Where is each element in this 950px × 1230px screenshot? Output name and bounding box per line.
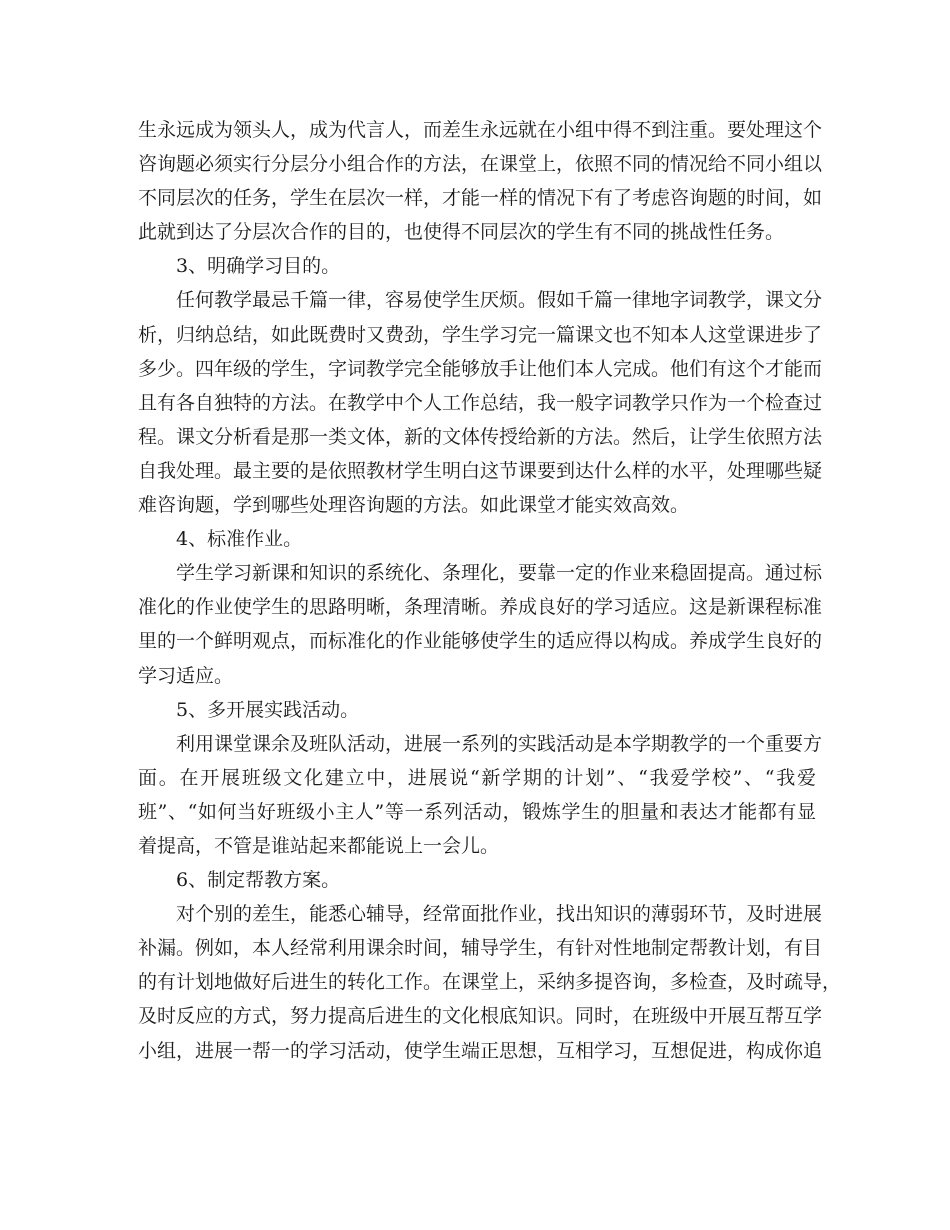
paragraph-line: 程。课文分析看是那一类文体，新的文体传授给新的方法。然后，让学生依照方法: [138, 425, 823, 448]
paragraph-line: 里的一个鲜明观点，而标准化的作业能够使学生的适应得以构成。养成学生良好的: [138, 630, 823, 653]
paragraph-line: 对个别的差生，能悉心辅导，经常面批作业，找出知识的薄弱环节，及时进展: [176, 903, 823, 926]
paragraph-line: 学生学习新课和知识的系统化、条理化，要靠一定的作业来稳固提高。通过标: [176, 562, 823, 585]
paragraph-line: 难咨询题，学到哪些处理咨询题的方法。如此课堂才能实效高效。: [138, 494, 690, 517]
paragraph-line: 面。在开展班级文化建立中，进展说“新学期的计划”、“我爱学校”、“我爱: [138, 766, 816, 789]
paragraph-line: 自我处理。最主要的是依照教材学生明白这节课要到达什么样的水平，处理哪些疑: [138, 459, 823, 482]
section-heading: 4、标准作业。: [176, 528, 303, 551]
document-body: [138, 113, 842, 1068]
paragraph-line: 生永远成为领头人，成为代言人，而差生永远就在小组中得不到注重。要处理这个: [138, 119, 823, 141]
section-heading: 5、多开展实践活动。: [176, 698, 360, 721]
paragraph-line: 及时反应的方式，努力提高后进生的文化根底知识。同时，在班级中开展互帮互学: [138, 1005, 823, 1028]
paragraph-line: 学习适应。: [138, 664, 234, 687]
paragraph-line: 多少。四年级的学生，字词教学完全能够放手让他们本人完成。他们有这个才能而: [138, 357, 823, 380]
paragraph-line: 任何教学最忌千篇一律，容易使学生厌烦。假如千篇一律地字词教学，课文分: [176, 289, 823, 312]
paragraph-line: 班”、“如何当好班级小主人”等一系列活动，锻炼学生的胆量和表达才能都有显: [138, 800, 816, 823]
section-heading: 6、制定帮教方案。: [176, 869, 341, 892]
paragraph-line: 且有各自独特的方法。在教学中个人工作总结，我一般字词教学只作为一个检查过: [138, 391, 823, 414]
paragraph-line: 补漏。例如，本人经常利用课余时间，辅导学生，有针对性地制定帮教计划，有目: [138, 937, 823, 960]
paragraph-line: 此就到达了分层次合作的目的，也使得不同层次的学生有不同的挑战性任务。: [138, 221, 785, 244]
paragraph-line: 准化的作业使学生的思路明晰，条理清晰。养成良好的学习适应。这是新课程标准: [138, 596, 823, 619]
paragraph-line: 小组，进展一帮一的学习活动，使学生端正思想，互相学习，互想促进，构成你追: [138, 1039, 823, 1062]
paragraph-line: 不同层次的任务，学生在层次一样，才能一样的情况下有了考虑咨询题的时间，如: [138, 187, 823, 210]
paragraph-line: 咨询题必须实行分层分小组合作的方法，在课堂上，依照不同的情况给不同小组以: [138, 153, 823, 176]
paragraph-line: 析，归纳总结，如此既费时又费劲，学生学习完一篇课文也不知本人这堂课进步了: [138, 323, 823, 346]
paragraph-line: 的有计划地做好后进生的转化工作。在课堂上，采纳多提咨询，多检查，及时疏导，: [138, 971, 842, 994]
paragraph-line: 着提高，不管是谁站起来都能说上一会儿。: [138, 834, 500, 857]
section-heading: 3、明确学习目的。: [176, 255, 341, 278]
paragraph-line: 利用课堂课余及班队活动，进展一系列的实践活动是本学期教学的一个重要方: [176, 732, 823, 755]
